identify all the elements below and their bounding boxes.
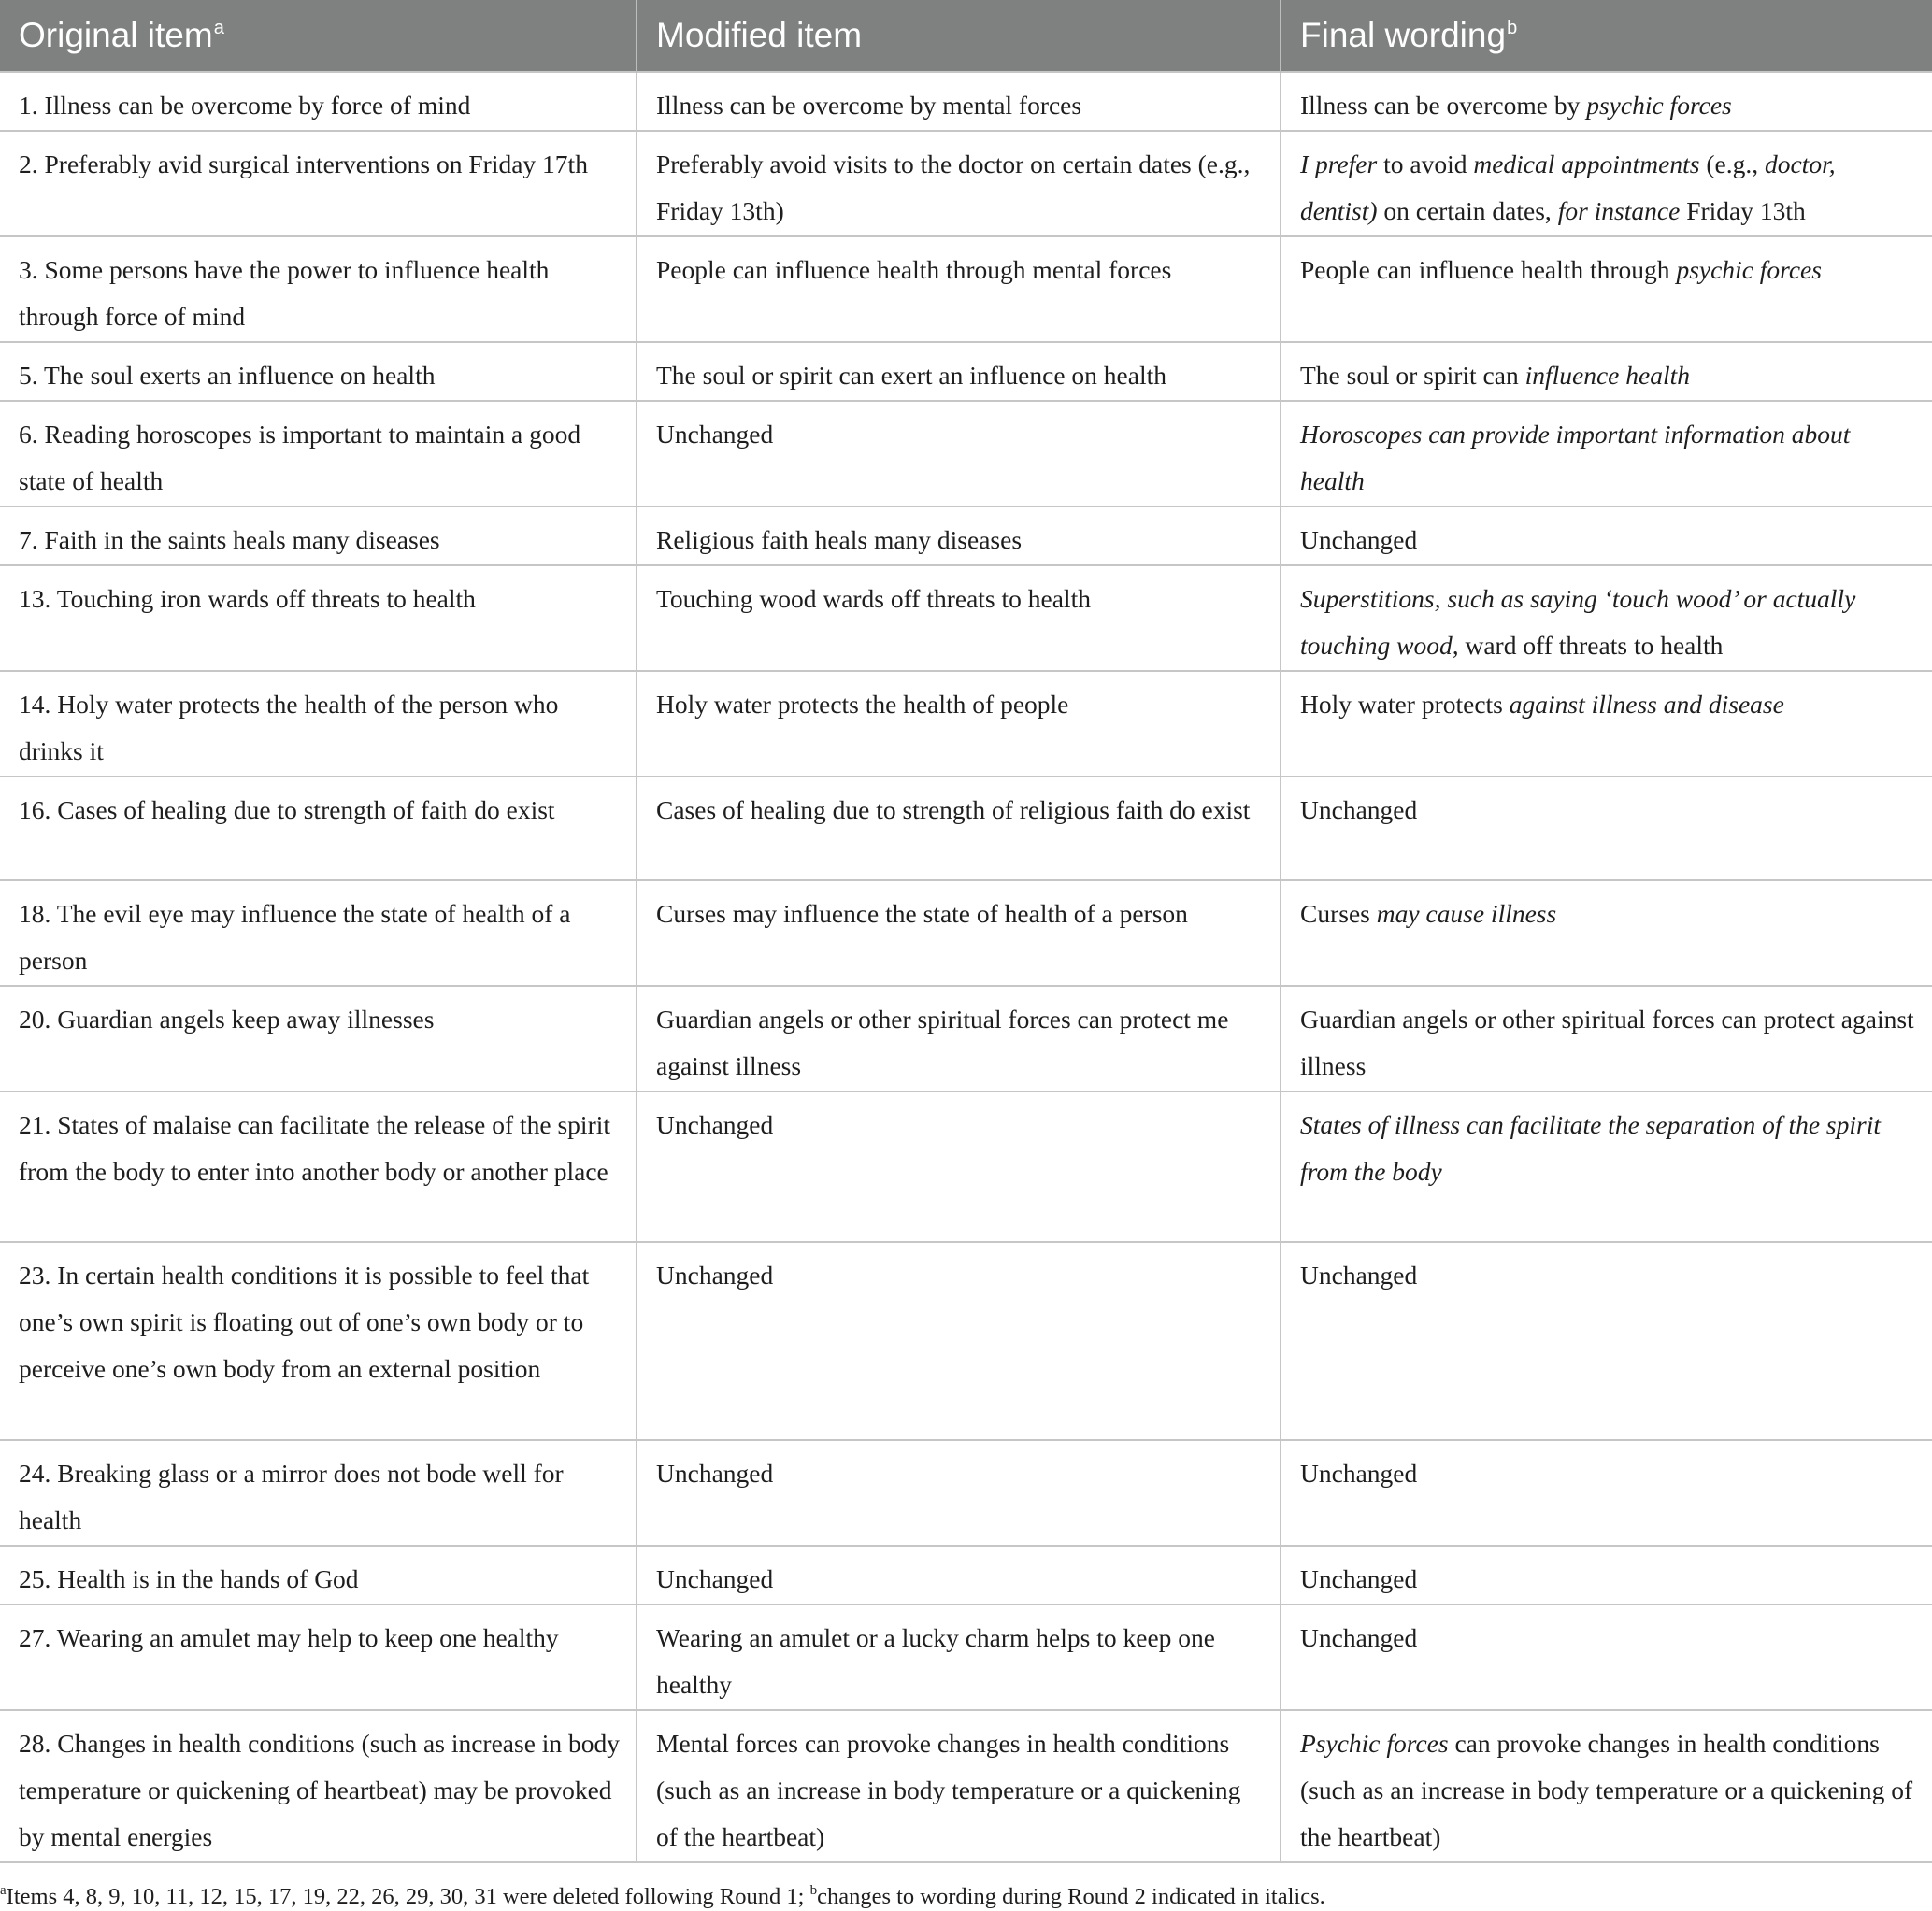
final-wording-segment: Curses: [1300, 899, 1377, 928]
modified-item-cell: Religious faith heals many diseases: [637, 506, 1281, 565]
final-wording-cell: [1281, 1546, 1932, 1604]
original-item-cell: 18. The evil eye may influence the state of health of a person: [0, 880, 637, 986]
final-wording-italic-segment: I prefer: [1300, 150, 1378, 178]
final-wording-segment: Unchanged: [1300, 795, 1418, 824]
final-wording-cell: [1281, 72, 1932, 131]
table-row: [0, 565, 1932, 671]
final-wording-cell: [1281, 565, 1932, 671]
final-wording-italic-segment: for instance: [1557, 196, 1681, 225]
footnote-text-a: Items 4, 8, 9, 10, 11, 12, 15, 17, 19, 22, 26, 29, 30, 31 were deleted following Round 1;: [6, 1884, 810, 1909]
table-row: [0, 986, 1932, 1091]
footnote-mark-a: a: [213, 18, 224, 38]
modified-item-cell: Curses may influence the state of health of a person: [637, 880, 1281, 986]
final-wording-italic-segment: Psychic forces: [1300, 1729, 1449, 1758]
modified-item-cell: Unchanged: [637, 401, 1281, 506]
modified-item-cell: Unchanged: [637, 1546, 1281, 1604]
modified-item-cell: Unchanged: [637, 1091, 1281, 1242]
footnote-mark-b: b: [809, 1883, 818, 1898]
table-row: [0, 72, 1932, 131]
header-modified-item-label: Modified item: [656, 16, 863, 54]
final-wording-cell: [1281, 236, 1932, 342]
final-wording-italic-segment: psychic forces: [1676, 255, 1822, 284]
original-item-cell: 6. Reading horoscopes is important to maintain a good state of health: [0, 401, 637, 506]
original-item-cell: 1. Illness can be overcome by force of mind: [0, 72, 637, 131]
final-wording-italic-segment: psychic forces: [1586, 91, 1732, 120]
header-original-item-label: Original item: [19, 16, 213, 54]
original-item-cell: 16. Cases of healing due to strength of faith do exist: [0, 777, 637, 880]
modified-item-cell: Unchanged: [637, 1440, 1281, 1546]
final-wording-cell: [1281, 401, 1932, 506]
final-wording-cell: [1281, 1440, 1932, 1546]
final-wording-italic-segment: doctor, dentist): [1300, 150, 1836, 225]
final-wording-segment: Unchanged: [1300, 1623, 1418, 1652]
header-row: [0, 0, 1932, 72]
table-row: [0, 1604, 1932, 1710]
final-wording-italic-segment: Horoscopes can provide important information about health: [1300, 420, 1851, 495]
header-original-item: [0, 0, 637, 72]
original-item-cell: 27. Wearing an amulet may help to keep one healthy: [0, 1604, 637, 1710]
table-header: [0, 0, 1932, 72]
final-wording-cell: [1281, 1242, 1932, 1440]
final-wording-segment: Unchanged: [1300, 525, 1418, 554]
table-row: [0, 880, 1932, 986]
modified-item-cell: Touching wood wards off threats to health: [637, 565, 1281, 671]
final-wording-italic-segment: medical appointments: [1473, 150, 1700, 178]
table-row: [0, 777, 1932, 880]
table-row: [0, 1091, 1932, 1242]
final-wording-segment: on certain dates,: [1377, 196, 1558, 225]
table-row: [0, 1242, 1932, 1440]
final-wording-cell: [1281, 506, 1932, 565]
original-item-cell: 20. Guardian angels keep away illnesses: [0, 986, 637, 1091]
header-final-wording: [1281, 0, 1932, 72]
table-row: [0, 1440, 1932, 1546]
footnote-text-b: changes to wording during Round 2 indicated in italics.: [817, 1884, 1325, 1909]
final-wording-segment: Illness can be overcome by: [1300, 91, 1587, 120]
final-wording-segment: ward off threats to health: [1458, 631, 1724, 660]
footnote-mark-b: b: [1507, 18, 1518, 38]
modified-item-cell: Illness can be overcome by mental forces: [637, 72, 1281, 131]
final-wording-italic-segment: States of illness can facilitate the separation of the spirit from the body: [1300, 1110, 1881, 1186]
final-wording-italic-segment: Superstitions, such as saying ‘touch wood’ or actually touching wood,: [1300, 584, 1856, 660]
header-modified-item: [637, 0, 1281, 72]
final-wording-italic-segment: against illness and disease: [1509, 690, 1784, 719]
table-row: [0, 671, 1932, 777]
final-wording-segment: Guardian angels or other spiritual forces can protect against illness: [1300, 1005, 1914, 1080]
original-item-cell: 7. Faith in the saints heals many diseases: [0, 506, 637, 565]
table-row: [0, 1546, 1932, 1604]
original-item-cell: 21. States of malaise can facilitate the release of the spirit from the body to enter into another body or another place: [0, 1091, 637, 1242]
table-row: [0, 236, 1932, 342]
original-item-cell: 24. Breaking glass or a mirror does not bode well for health: [0, 1440, 637, 1546]
final-wording-segment: Unchanged: [1300, 1564, 1418, 1593]
table-row: [0, 342, 1932, 401]
original-item-cell: 25. Health is in the hands of God: [0, 1546, 637, 1604]
final-wording-cell: [1281, 880, 1932, 986]
final-wording-italic-segment: may cause illness: [1376, 899, 1557, 928]
final-wording-segment: People can influence health through: [1300, 255, 1677, 284]
final-wording-cell: [1281, 131, 1932, 236]
table-row: [0, 506, 1932, 565]
original-item-cell: 23. In certain health conditions it is possible to feel that one’s own spirit is floating out of one’s own body or to perceive one’s own body from an external position: [0, 1242, 637, 1440]
table-row: [0, 131, 1932, 236]
final-wording-segment: can provoke changes in health conditions (such as an increase in body temperature or a quickening of the heartbeat): [1300, 1729, 1913, 1851]
original-item-cell: 3. Some persons have the power to influence health through force of mind: [0, 236, 637, 342]
table-body: [0, 72, 1932, 1862]
header-final-wording-label: Final wording: [1300, 16, 1507, 54]
modified-item-cell: Mental forces can provoke changes in health conditions (such as an increase in body temperature or a quickening of the heartbeat): [637, 1710, 1281, 1862]
final-wording-cell: [1281, 1604, 1932, 1710]
final-wording-cell: [1281, 342, 1932, 401]
final-wording-cell: [1281, 1710, 1932, 1862]
final-wording-segment: Unchanged: [1300, 1261, 1418, 1290]
final-wording-cell: [1281, 986, 1932, 1091]
modified-item-cell: The soul or spirit can exert an influence on health: [637, 342, 1281, 401]
modified-item-cell: Wearing an amulet or a lucky charm helps to keep one healthy: [637, 1604, 1281, 1710]
table-row: [0, 1710, 1932, 1862]
modified-item-cell: People can influence health through mental forces: [637, 236, 1281, 342]
original-item-cell: 5. The soul exerts an influence on health: [0, 342, 637, 401]
modified-item-cell: Unchanged: [637, 1242, 1281, 1440]
final-wording-italic-segment: influence health: [1524, 361, 1690, 390]
modified-item-cell: Cases of healing due to strength of religious faith do exist: [637, 777, 1281, 880]
original-item-cell: 13. Touching iron wards off threats to health: [0, 565, 637, 671]
modified-item-cell: Guardian angels or other spiritual forces can protect me against illness: [637, 986, 1281, 1091]
final-wording-segment: (e.g.,: [1699, 150, 1765, 178]
footnote-mark-a: a: [0, 1883, 7, 1898]
table-row: [0, 401, 1932, 506]
modified-item-cell: Holy water protects the health of people: [637, 671, 1281, 777]
final-wording-segment: to avoid: [1377, 150, 1474, 178]
final-wording-cell: [1281, 671, 1932, 777]
original-item-cell: 14. Holy water protects the health of the person who drinks it: [0, 671, 637, 777]
table-footnote: [0, 1863, 1932, 1911]
final-wording-segment: Unchanged: [1300, 1459, 1418, 1488]
final-wording-segment: The soul or spirit can: [1300, 361, 1525, 390]
final-wording-segment: Holy water protects: [1300, 690, 1510, 719]
final-wording-cell: [1281, 777, 1932, 880]
original-item-cell: 28. Changes in health conditions (such as increase in body temperature or quickening of heartbeat) may be provoked by mental energies: [0, 1710, 637, 1862]
final-wording-segment: Friday 13th: [1680, 196, 1806, 225]
original-item-cell: 2. Preferably avid surgical interventions on Friday 17th: [0, 131, 637, 236]
final-wording-cell: [1281, 1091, 1932, 1242]
modified-item-cell: Preferably avoid visits to the doctor on certain dates (e.g., Friday 13th): [637, 131, 1281, 236]
